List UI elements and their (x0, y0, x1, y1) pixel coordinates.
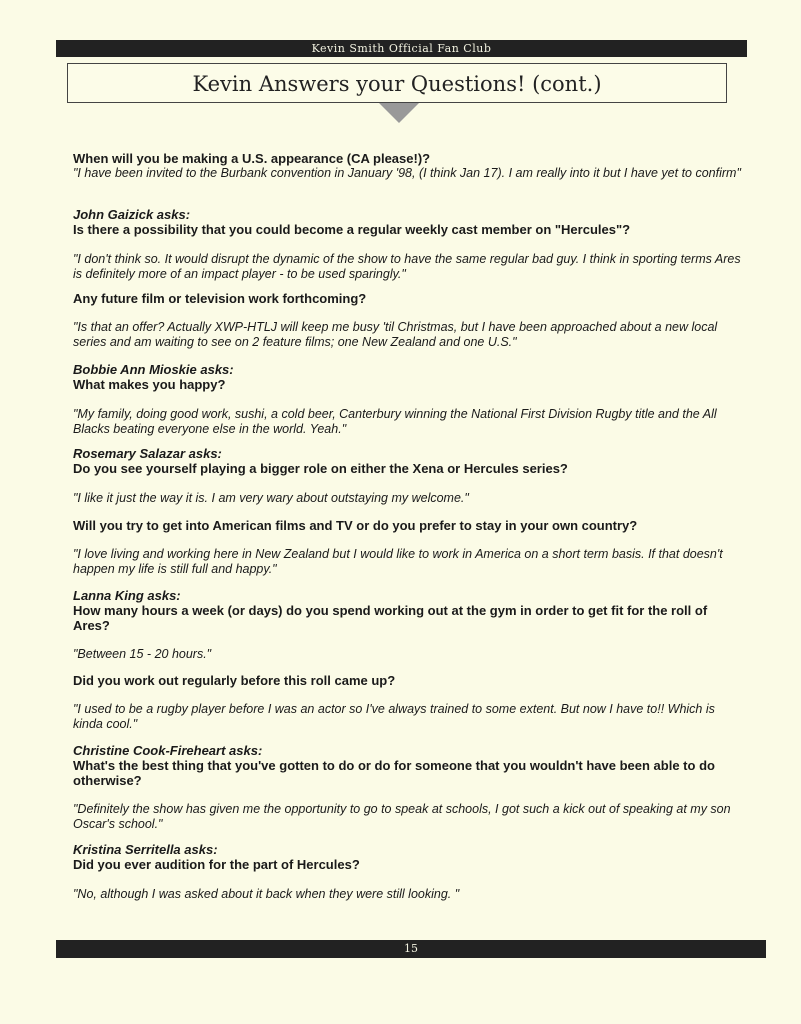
page-title: Kevin Answers your Questions! (cont.) (192, 72, 602, 96)
title-arrow-icon (379, 103, 419, 123)
answer: "I don't think so. It would disrupt the dynamic of the show to have the same regular bad guy. I think in sporting terms Ares is definitely more of an impact player - to be used sparingly." (73, 252, 741, 281)
answer: "I like it just the way it is. I am very wary about outstaying my welcome." (73, 491, 469, 505)
question: Do you see yourself playing a bigger role on either the Xena or Hercules series? (73, 461, 568, 476)
asker: Christine Cook-Fireheart asks: (73, 743, 263, 758)
question: What's the best thing that you've gotten to do or do for someone that you wouldn't have been able to do otherwise? (73, 758, 715, 788)
asker: John Gaizick asks: (73, 207, 191, 222)
answer: "I love living and working here in New Zealand but I would like to work in America on a short term basis. If that doesn't happen my life is still full and happy." (73, 547, 723, 576)
answer: "Is that an offer? Actually XWP-HTLJ will keep me busy 'til Christmas, but I have been approached about a new local series and am waiting to see on 2 feature films; one New Zealand and one U.S." (73, 320, 718, 349)
answer: "No, although I was asked about it back when they were still looking. " (73, 887, 460, 901)
qa-item (73, 588, 741, 662)
question: Any future film or television work forthcoming? (73, 291, 367, 306)
page-title-box (67, 63, 727, 103)
qa-item (73, 291, 741, 350)
asker: Kristina Serritella asks: (73, 842, 218, 857)
club-header-bar (56, 40, 747, 57)
answer: "Definitely the show has given me the opportunity to go to speak at schools, I got such a kick out of speaking at my son Oscar's school." (73, 802, 731, 831)
qa-item (73, 207, 741, 282)
qa-item (73, 673, 741, 732)
question: Will you try to get into American films and TV or do you prefer to stay in your own country? (73, 518, 638, 533)
question: Did you ever audition for the part of Hercules? (73, 857, 360, 872)
answer: "I have been invited to the Burbank convention in January '98, (I think Jan 17). I am really into it but I have yet to confirm" (73, 166, 741, 180)
question: Did you work out regularly before this roll came up? (73, 673, 396, 688)
qa-item (73, 743, 741, 832)
asker: Rosemary Salazar asks: (73, 446, 222, 461)
question: What makes you happy? (73, 377, 226, 392)
qa-item (73, 842, 741, 902)
footer-bar (56, 940, 766, 958)
question: Is there a possibility that you could become a regular weekly cast member on "Hercules"? (73, 222, 631, 237)
qa-item (73, 151, 741, 181)
club-name: Kevin Smith Official Fan Club (311, 42, 492, 55)
qa-item (73, 518, 741, 577)
qa-item (73, 446, 741, 506)
answer: "I used to be a rugby player before I was an actor so I've always trained to some extent. But now I have to!! Which is kinda cool." (73, 702, 715, 731)
question: When will you be making a U.S. appearance (CA please!)? (73, 151, 431, 166)
answer: "Between 15 - 20 hours." (73, 647, 212, 661)
asker: Bobbie Ann Mioskie asks: (73, 362, 234, 377)
answer: "My family, doing good work, sushi, a cold beer, Canterbury winning the National First Division Rugby title and the All Blacks beating everyone else in the world. Yeah." (73, 407, 717, 436)
page-number: 15 (404, 942, 418, 955)
qa-item (73, 362, 741, 437)
asker: Lanna King asks: (73, 588, 181, 603)
question: How many hours a week (or days) do you spend working out at the gym in order to get fit for the roll of Ares? (73, 603, 708, 633)
